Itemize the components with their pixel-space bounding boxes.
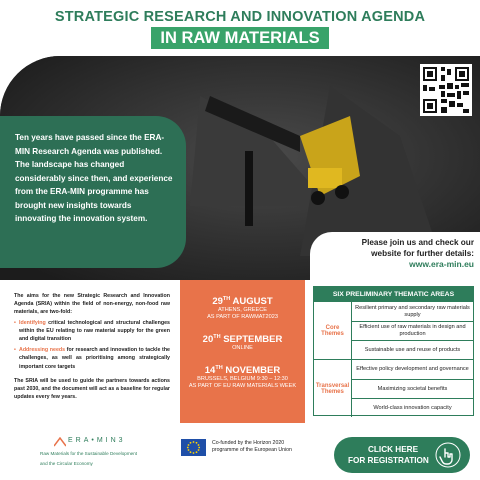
register-line1: CLICK HERE <box>368 445 419 454</box>
event-note: AS PART OF EU RAW MATERIALS WEEK <box>188 383 297 390</box>
event-day-suffix: TH <box>222 296 231 302</box>
aims-list <box>14 319 170 371</box>
group-label: Core Themes <box>314 302 352 359</box>
hand-pointer-icon <box>434 441 462 469</box>
eramin-name: ERA•MIN3 <box>68 437 126 444</box>
aims-intro: The aims for the new Strategic Research and Innovation Agenda (SRIA) within the field of non-energy, non-food raw materials, are two-fold: <box>14 293 170 316</box>
transversal-themes-group <box>314 359 473 417</box>
aims-text: for research and innovation to tackle the challenges, as well as prioritising among strategically important core targets <box>19 347 171 370</box>
eramin-logo <box>40 437 170 473</box>
event-brussels <box>180 363 305 390</box>
thematic-areas-table <box>313 286 474 416</box>
intro-panel: Ten years have passed since the ERA-MIN Research Agenda was published. The landscape has changed considerably since then, and experience from the ERA-MIN programme has brought new insights towards innovating the innovation system. <box>0 116 186 268</box>
eramin-mark-icon <box>54 437 66 447</box>
event-athens <box>180 294 305 321</box>
eu-flag-icon <box>181 439 206 456</box>
group-label: Transversal Themes <box>314 360 352 417</box>
thematic-areas-header: SIX PRELIMINARY THEMATIC AREAS <box>314 287 473 302</box>
aims-highlight: Identifying <box>19 319 46 326</box>
event-day: 20 <box>202 334 214 346</box>
qr-icon <box>423 67 469 113</box>
eu-funding-note: Co-funded by the Horizon 2020 programme of the European Union <box>212 440 292 453</box>
theme-item: Sustainable use and reuse of products <box>352 340 473 359</box>
event-day: 14 <box>204 365 216 377</box>
register-line2: FOR REGISTRATION <box>348 456 429 465</box>
theme-item: Effective policy development and governance <box>356 366 469 372</box>
qr-code[interactable] <box>420 64 472 116</box>
event-day-suffix: TH <box>213 334 221 341</box>
theme-item: Maximizing societal benefits <box>352 379 473 398</box>
website-callout <box>310 232 480 280</box>
poster-title: STRATEGIC RESEARCH AND INNOVATION AGENDA <box>54 9 426 25</box>
event-location: ONLINE <box>232 345 253 352</box>
core-themes-group <box>314 302 473 359</box>
aims-text: critical technological and structural challenges within the EU relating to raw material supply for the green and digital transition <box>19 319 170 343</box>
event-day-suffix: TH <box>215 365 223 372</box>
event-dates-panel <box>180 280 305 423</box>
aims-highlight: Addressing needs <box>19 347 66 354</box>
event-month: SEPTEMBER <box>223 334 283 346</box>
poster-subtitle: IN RAW MATERIALS <box>151 27 329 49</box>
theme-item: Resilient primary and secondary raw materials supply <box>355 304 470 318</box>
aims-section <box>14 292 170 401</box>
website-link[interactable]: www.era-min.eu <box>409 259 474 269</box>
event-location: ATHENS, GREECE <box>217 307 267 314</box>
eramin-tagline: Raw Materials for the Sustainable Development and the Circular Economy <box>40 451 138 466</box>
event-online <box>180 332 305 352</box>
register-button[interactable] <box>334 437 470 473</box>
aims-item <box>14 346 170 371</box>
aims-outro: The SRIA will be used to guide the partners towards actions past 2030, and the document will act as a baseline for regular updates every few years. <box>14 377 170 401</box>
event-day: 29 <box>212 296 223 308</box>
aims-item <box>14 319 170 344</box>
event-month: NOVEMBER <box>225 365 281 377</box>
website-callout-text: Please join us and check our website for further details: <box>361 238 474 258</box>
event-location: BRUSSELS, BELGIUM 9:30 – 12:30 <box>197 376 288 383</box>
event-month: AUGUST <box>232 296 273 308</box>
event-note: AS PART OF RAWMAT2023 <box>207 314 278 321</box>
theme-item: World-class innovation capacity <box>352 398 473 417</box>
theme-item: Efficient use of raw materials in design and production <box>352 321 473 340</box>
